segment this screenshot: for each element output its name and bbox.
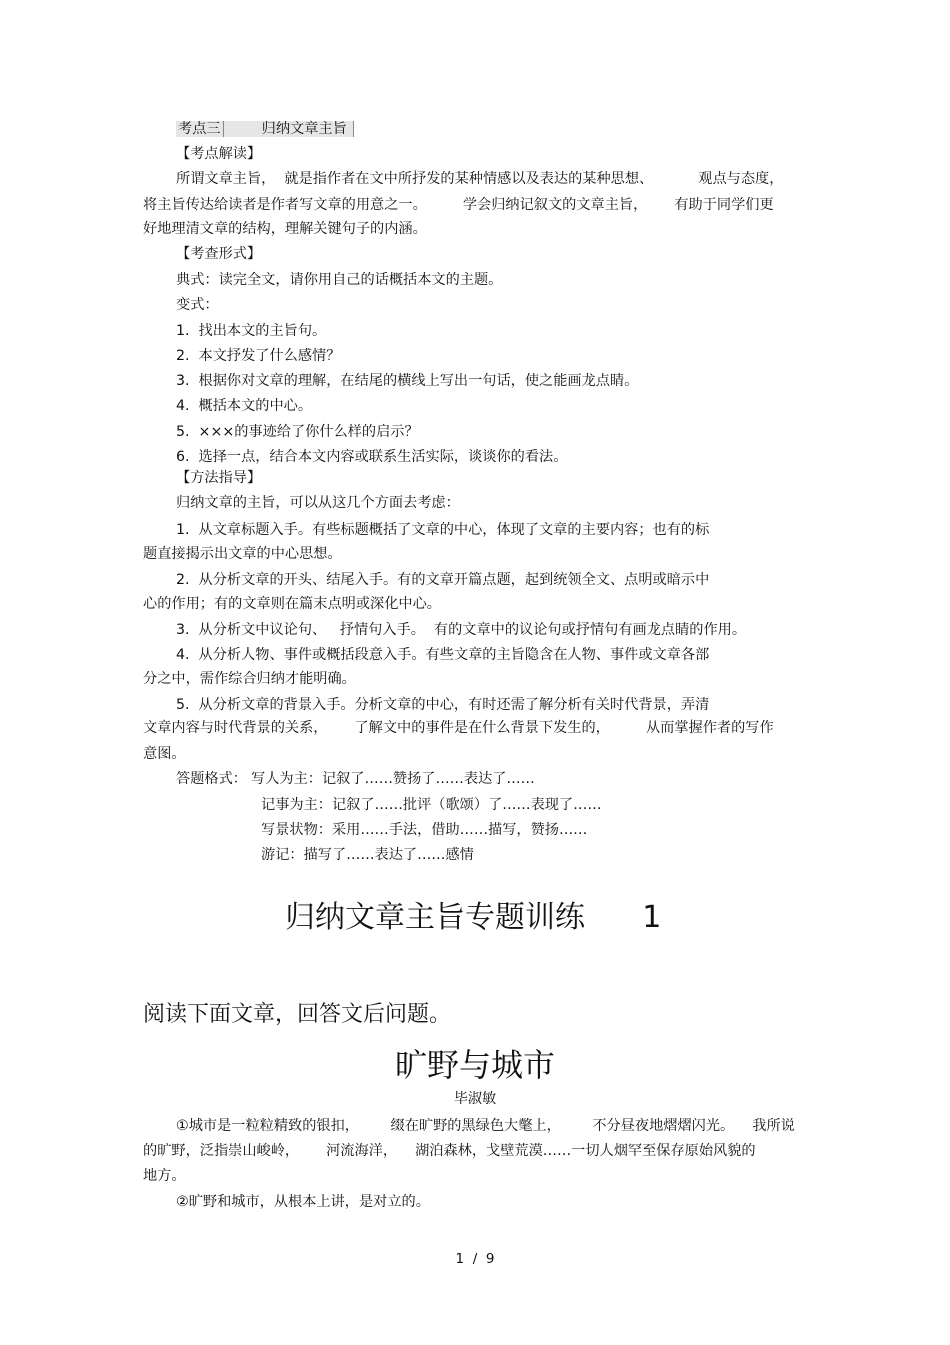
article-line: 地方。 (143, 1168, 186, 1184)
article-line: ①城市是一粒粒精致的银扣， 缀在旷野的黑绿色大氅上， 不分昼夜地熠熠闪光。 我所说 (176, 1118, 795, 1134)
list-item: 2. 本文抒发了什么感情？ (176, 348, 341, 364)
fangfa-line: 4. 从分析人物、事件或概括段意入手。有些文章的主旨隐含在人物、事件或文章各部 (176, 647, 710, 663)
bianshi: 变式： (176, 297, 219, 313)
fangfa-line: 意图。 (143, 746, 186, 762)
list-item: 4. 概括本文的中心。 (176, 398, 313, 414)
list-item: 1. 找出本文的主旨句。 (176, 323, 327, 339)
geshi-item: 写人为主：记叙了……赞扬了……表达了…… (251, 771, 535, 787)
geshi-label: 答题格式： (176, 771, 247, 787)
fangfa-line: 文章内容与时代背景的关系， 了解文中的事件是在什么背景下发生的， 从而掌握作者的写作 (143, 720, 774, 736)
training-title: 归纳文章主旨专题训练 1 (285, 900, 662, 935)
fangfa-line: 3. 从分析文中议论句、 抒情句入手。 有的文章中的议论句或抒情句有画龙点睛的作用。 (176, 622, 747, 638)
article-line: ②旷野和城市，从根本上讲，是对立的。 (176, 1194, 430, 1210)
dianshi: 典式：读完全文，请你用自己的话概括本文的主题。 (176, 272, 503, 288)
section-title (224, 121, 355, 137)
fangfa-intro: 归纳文章的主旨，可以从这几个方面去考虑： (176, 495, 460, 511)
article-title: 旷野与城市 (394, 1046, 555, 1084)
fangfa-line: 5. 从分析文章的背景入手。分析文章的中心，有时还需了解分析有关时代背景，弄清 (176, 697, 710, 713)
fangfa-heading: 【方法指导】 (176, 470, 262, 486)
jiedu-heading: 【考点解读】 (176, 146, 262, 162)
section-number: 考点三 (176, 121, 224, 137)
fangfa-line: 1. 从文章标题入手。有些标题概括了文章的中心，体现了文章的主要内容；也有的标 (176, 522, 710, 538)
fangfa-line: 题直接揭示出文章的中心思想。 (143, 546, 342, 562)
jiedu-line-3: 好地理清文章的结构，理解关键句子的内涵。 (143, 221, 427, 237)
section-heading (176, 120, 354, 138)
page-number: 1 / 9 (455, 1251, 495, 1267)
fangfa-line: 分之中，需作综合归纳才能明确。 (143, 671, 356, 687)
instruction: 阅读下面文章，回答文后问题。 (143, 1002, 452, 1027)
geshi-item: 写景状物：采用……手法，借助……描写，赞扬…… (261, 822, 588, 838)
xingshi-heading: 【考查形式】 (176, 246, 262, 262)
article-line: 的旷野，泛指崇山峻岭， 河流海洋， 湖泊森林，戈壁荒漠……一切人烟罕至保存原始风貌的 (143, 1143, 756, 1159)
section-title-text: 归纳文章主旨 (261, 121, 347, 137)
jiedu-line-2: 将主旨传达给读者是作者写文章的用意之一。 学会归纳记叙文的文章主旨， 有助于同学们更 (143, 197, 774, 213)
article-author: 毕淑敏 (453, 1091, 497, 1107)
geshi-item: 游记：描写了……表达了……感情 (261, 847, 474, 863)
list-item: 6. 选择一点，结合本文内容或联系生活实际，谈谈你的看法。 (176, 449, 568, 465)
list-item: 3. 根据你对文章的理解，在结尾的横线上写出一句话，使之能画龙点睛。 (176, 373, 639, 389)
fangfa-line: 2. 从分析文章的开头、结尾入手。有的文章开篇点题，起到统领全文、点明或暗示中 (176, 572, 710, 588)
list-item: 5. ×××的事迹给了你什么样的启示？ (176, 424, 419, 440)
fangfa-line: 心的作用；有的文章则在篇末点明或深化中心。 (143, 596, 441, 612)
jiedu-line-1: 所谓文章主旨， 就是指作者在文中所抒发的某种情感以及表达的某种思想、 观点与态度， (176, 171, 784, 187)
geshi-item: 记事为主：记叙了……批评（歌颂）了……表现了…… (261, 797, 602, 813)
